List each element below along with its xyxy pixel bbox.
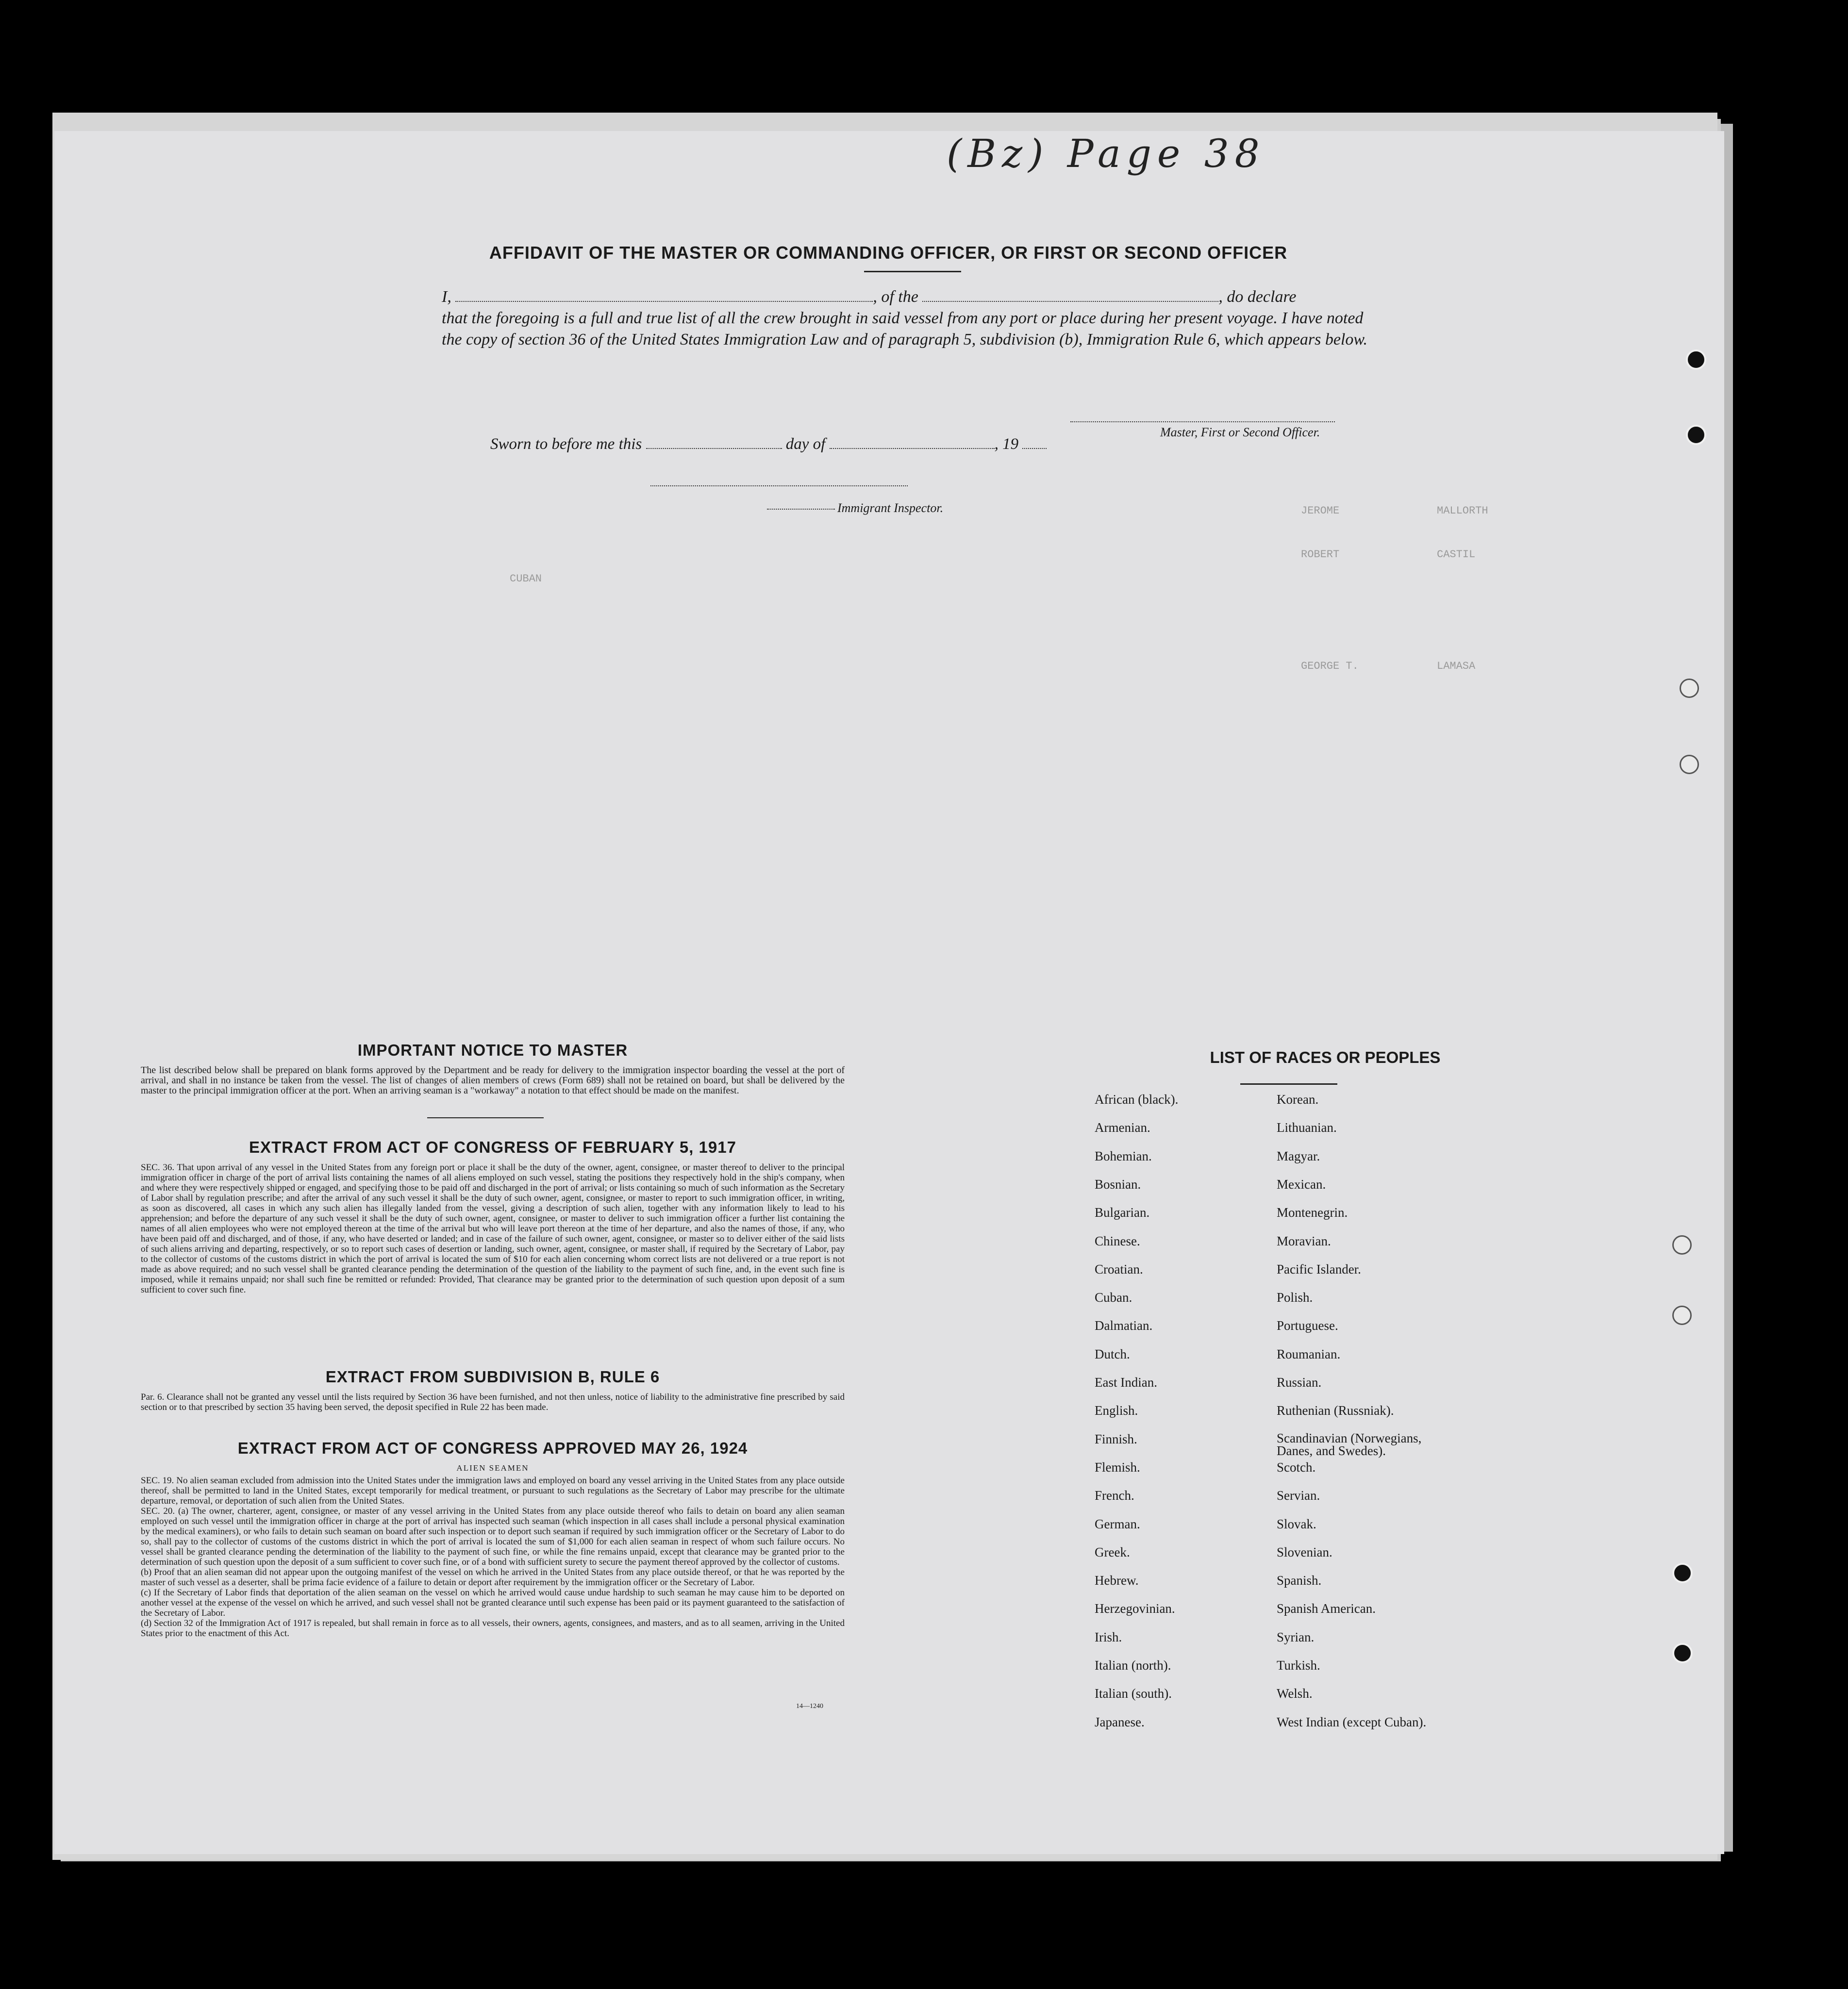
- binder-hole: [1672, 1235, 1692, 1255]
- bleed-through-text: CUBAN: [510, 573, 542, 585]
- race-item: Herzegovinian.: [1095, 1601, 1175, 1616]
- master-signature-label: Master, First or Second Officer.: [1160, 425, 1320, 439]
- affidavit-line1: [442, 286, 1379, 308]
- race-item: Greek.: [1095, 1544, 1130, 1559]
- race-item: Scandinavian (Norwegians, Danes, and Swedes).: [1277, 1430, 1422, 1458]
- extract-1917-body: SEC. 36. That upon arrival of any vessel in the United States from any foreign port or place it shall be the duty of the owner, agent, consignee, or master thereof to deliver to the principal immigration officer in charge of the port of arrival lists containing the names of all aliens employed on such vessel, stating the positions they respectively hold in the ship's company, when and where they were respectively shipped or engaged, and specifying those to be paid off and discharged in the port of arrival; or lists containing so much of such information as the Secretary of Labor shall by regulation prescribe; and after the arrival of any such vessel it shall be the duty of such owner, agent, consignee, or master to report to such immigration officer, in writing, as soon as discovered, all cases in which any such alien has illegally landed from the vessel, giving a description of such alien, together with any information likely to lead to his apprehension; and before the departure of any such vessel it shall be the duty of such owner, agent, consignee, or master to deliver to such immigration officer a further list containing the names of all alien employees who were not employed thereon at the time of the arrival but who will leave port thereon at the time of her departure, and also the names of those, if any, who have been paid off and discharged, and of those, if any, who have deserted or landed; and in case of the failure of such owner, agent, consignee, or master so to deliver either of the said lists of such aliens arriving and departing, respectively, or so to report such cases of desertion or landing, such owner, agent, consignee, or master shall, if required by the Secretary of Labor, pay to the collector of customs of the customs district in which the port of arrival is located the sum of $10 for each alien concerning whom correct lists are not delivered or a true report is not made as above required; and no such vessel shall be granted clearance pending the determination of the question of the liability to the payment of such fine, and, in the event such fine is imposed, while it remains unpaid; nor shall such fine be remitted or refunded: Provided, That clearance may be granted prior to the determination of such question upon deposit of a sum sufficient to cover such fine.: [141, 1162, 845, 1295]
- affidavit-declare: , do declare: [1218, 288, 1297, 306]
- race-item: Italian (south).: [1095, 1686, 1172, 1701]
- race-item: Pacific Islander.: [1277, 1261, 1361, 1276]
- extract-1924-body: [141, 1475, 845, 1639]
- race-item: French.: [1095, 1488, 1134, 1503]
- extract-1924-sec20b: (b) Proof that an alien seaman did not appear upon the outgoing manifest of the vessel on which he arrived in the United States from any place outside thereof, or that he was reported by the master of such vessel as a deserter, shall be prima facie evidence of a failure to detain or deport after requirement by the immigration officer or the Secretary of Labor.: [141, 1567, 845, 1588]
- sworn-year-prefix: , 19: [994, 435, 1019, 453]
- race-item: Moravian.: [1277, 1233, 1331, 1248]
- vessel-name-field[interactable]: [922, 287, 1218, 302]
- affidavit-body: [442, 286, 1379, 350]
- inspector-signature-line-2: [767, 509, 835, 510]
- binder-hole: [1672, 1643, 1693, 1663]
- race-item: German.: [1095, 1516, 1140, 1531]
- race-item: Chinese.: [1095, 1233, 1140, 1248]
- bleed-through-text: LAMASA: [1437, 660, 1476, 672]
- race-item: Flemish.: [1095, 1459, 1140, 1475]
- race-item: Irish.: [1095, 1629, 1122, 1644]
- form-number: 14—1240: [796, 1703, 823, 1710]
- race-item: Syrian.: [1277, 1629, 1315, 1644]
- bleed-through-text: CASTIL: [1437, 548, 1476, 561]
- race-item: Dutch.: [1095, 1346, 1130, 1361]
- master-signature-line[interactable]: [1070, 421, 1335, 422]
- binder-hole: [1680, 679, 1699, 698]
- race-item: Bosnian.: [1095, 1177, 1141, 1192]
- race-item: English.: [1095, 1403, 1138, 1418]
- notice-divider: [427, 1117, 544, 1118]
- race-item: Magyar.: [1277, 1148, 1320, 1163]
- race-item: Roumanian.: [1277, 1346, 1341, 1361]
- race-item: Scotch.: [1277, 1459, 1316, 1475]
- extract-1917-title: EXTRACT FROM ACT OF CONGRESS OF FEBRUARY 5, 1917: [249, 1138, 736, 1156]
- race-item: Finnish.: [1095, 1431, 1137, 1446]
- extract-rule6-title: EXTRACT FROM SUBDIVISION B, RULE 6: [325, 1368, 660, 1386]
- bleed-through-text: MALLORTH: [1437, 505, 1488, 517]
- extract-1924-sec19: SEC. 19. No alien seaman excluded from admission into the United States under the immigration laws and employed on board any vessel arriving in the United States from any place outside thereof, shall be permitted to land in the United States, except temporarily for medical treatment, or pursuant to such regulations as the Secretary of Labor may prescribe for the ultimate departure, removal, or deportation of such alien from the United States.: [141, 1475, 845, 1506]
- extract-1924-sec20a: SEC. 20. (a) The owner, charterer, agent, consignee, or master of any vessel arriving in the United States from any place outside thereof who fails to detain on board any alien seaman employed on such vessel until the immigration officer in charge at the port of arrival has inspected such seaman (which inspection in all cases shall include a personal physical examination by the medical examiners), or who fails to detain such seaman on board after such inspection or to deport such seaman if required by such immigration officer or the Secretary of Labor to do so, shall pay to the collector of customs of the customs district in which the port of arrival is located the sum of $1,000 for each alien seaman in respect of whom such failure occurs. No vessel shall be granted clearance pending the determination of the liability to the payment of such fine, or while the fine remains unpaid, except that clearance may be granted prior to the determination of such question upon the deposit of a sum sufficient to cover such fine, or of a bond with sufficient surety to secure the payment thereof approved by the collector of customs.: [141, 1506, 845, 1567]
- race-item: Spanish.: [1277, 1573, 1322, 1588]
- extract-rule6-body: Par. 6. Clearance shall not be granted any vessel until the lists required by Section 36 have been furnished, and not then unless, notice of liability to the administrative fine prescribed by said section or to that prescribed by section 35 having been served, the deposit specified in Rule 22 has been made.: [141, 1392, 845, 1412]
- sworn-day-field[interactable]: [646, 434, 782, 449]
- races-title: LIST OF RACES OR PEOPLES: [1210, 1048, 1441, 1066]
- sworn-day-of: day of: [785, 435, 826, 453]
- race-item: Servian.: [1277, 1488, 1320, 1503]
- notice-body: The list described below shall be prepared on blank forms approved by the Department and be ready for delivery to the immigration inspector boarding the vessel at the port of arrival, and shall in no instance be taken from the vessel. The list of changes of alien members of crews (Form 689) shall not be retained on board, but shall be delivered by the master to the principal immigration officer at the port. When an arriving seaman is a "workaway" a notation to that effect should be made on the manifest.: [141, 1065, 845, 1096]
- extract-1924-sec20c: (c) If the Secretary of Labor finds that deportation of the alien seaman on the vessel on which he arrived would cause undue hardship to such seaman he may cause him to be deported on another vessel at the expense of the vessel on which he arrived, and such vessel shall not be granted clearance until such expense has been paid or its payment guaranteed to the satisfaction of the Secretary of Labor.: [141, 1588, 845, 1618]
- affidavit-i: I,: [442, 288, 451, 306]
- master-name-field[interactable]: [455, 287, 873, 302]
- bleed-through-text: GEORGE T.: [1301, 660, 1359, 672]
- race-item: Hebrew.: [1095, 1573, 1139, 1588]
- bleed-through-text: JEROME: [1301, 505, 1340, 517]
- race-item: Russian.: [1277, 1375, 1322, 1390]
- extract-1924-subtitle: ALIEN SEAMEN: [456, 1463, 529, 1473]
- race-item: Mexican.: [1277, 1177, 1326, 1192]
- bleed-through-text: ROBERT: [1301, 548, 1340, 561]
- race-item: East Indian.: [1095, 1375, 1157, 1390]
- affidavit-of-the: , of the: [873, 288, 918, 306]
- inspector-signature-label: Immigrant Inspector.: [837, 501, 944, 515]
- binder-hole: [1672, 1306, 1692, 1325]
- inspector-signature-line[interactable]: [650, 485, 908, 486]
- race-item: Korean.: [1277, 1092, 1319, 1107]
- handwritten-page-number: (Bz) Page 38: [947, 131, 1265, 176]
- binder-hole: [1686, 425, 1706, 445]
- race-item: Italian (north).: [1095, 1658, 1171, 1673]
- sworn-year-field[interactable]: [1022, 434, 1047, 449]
- race-item: Lithuanian.: [1277, 1120, 1337, 1135]
- race-item: Croatian.: [1095, 1261, 1143, 1276]
- race-item: Welsh.: [1277, 1686, 1313, 1701]
- affidavit-text: that the foregoing is a full and true list of all the crew brought in said vessel from any port or place during her present voyage. I have noted the copy of section 36 of the United States Immigration Law and of paragraph 5, subdivision (b), Immigration Rule 6, which appears below.: [442, 309, 1368, 348]
- binder-hole: [1680, 755, 1699, 774]
- race-item: African (black).: [1095, 1092, 1179, 1107]
- race-item: Polish.: [1277, 1290, 1313, 1305]
- race-item: Portuguese.: [1277, 1318, 1338, 1333]
- race-item: Ruthenian (Russniak).: [1277, 1403, 1394, 1418]
- race-item: West Indian (except Cuban).: [1277, 1714, 1427, 1729]
- race-item: Slovenian.: [1277, 1544, 1332, 1559]
- sworn-prefix: Sworn to before me this: [490, 435, 642, 453]
- race-item: Bulgarian.: [1095, 1205, 1150, 1220]
- race-item: Montenegrin.: [1277, 1205, 1348, 1220]
- title-underline: [864, 271, 961, 272]
- sworn-line: [490, 434, 1047, 453]
- race-item: Spanish American.: [1277, 1601, 1376, 1616]
- notice-title: IMPORTANT NOTICE TO MASTER: [357, 1041, 628, 1059]
- race-item: Japanese.: [1095, 1714, 1145, 1729]
- race-item: Slovak.: [1277, 1516, 1316, 1531]
- race-item: Armenian.: [1095, 1120, 1150, 1135]
- race-item: Cuban.: [1095, 1290, 1132, 1305]
- extract-1924-title: EXTRACT FROM ACT OF CONGRESS APPROVED MAY 26, 1924: [237, 1439, 748, 1457]
- binder-hole: [1672, 1563, 1693, 1583]
- binder-hole: [1686, 349, 1706, 370]
- races-list: [1068, 1048, 1650, 1729]
- extract-1924-sec20d: (d) Section 32 of the Immigration Act of 1917 is repealed, but shall remain in force as to all vessels, their owners, agents, consignees, and masters, and as to all seamen, arriving in the United States prior to the enactment of this Act.: [141, 1618, 845, 1639]
- race-item: Turkish.: [1277, 1658, 1320, 1673]
- race-item: Dalmatian.: [1095, 1318, 1153, 1333]
- races-title-underline: [1240, 1083, 1337, 1085]
- affidavit-title: AFFIDAVIT OF THE MASTER OR COMMANDING OFFICER, OR FIRST OR SECOND OFFICER: [489, 243, 1288, 263]
- sworn-month-field[interactable]: [830, 434, 995, 449]
- race-item: Bohemian.: [1095, 1148, 1152, 1163]
